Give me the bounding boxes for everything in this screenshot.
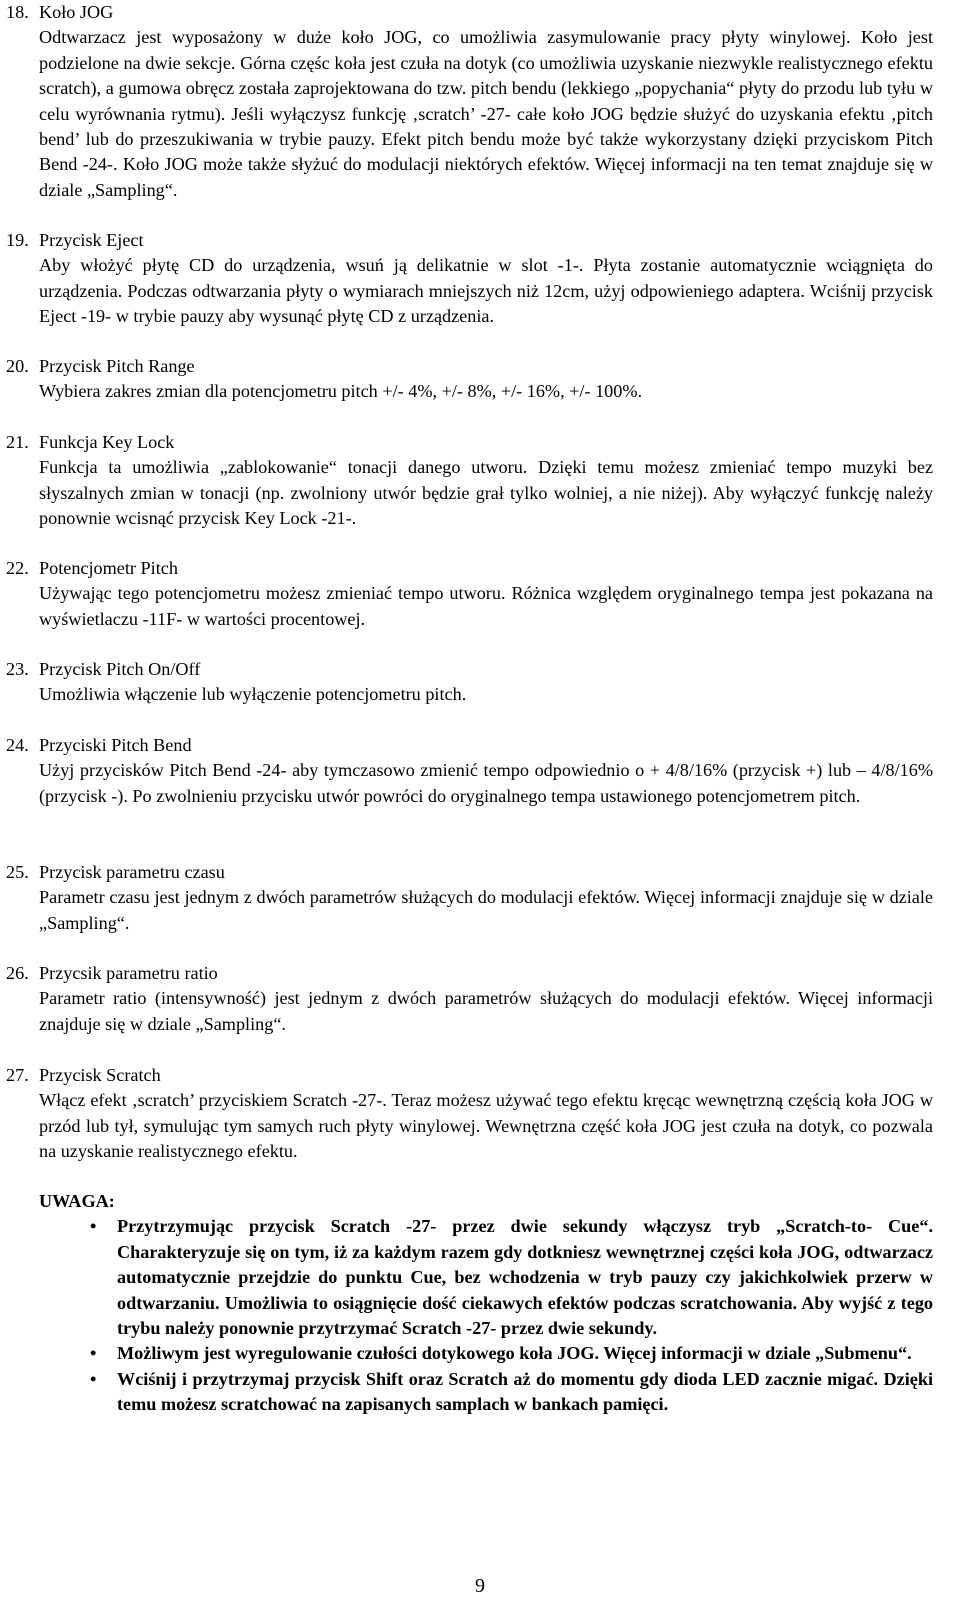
section-title: Przycsik parametru ratio xyxy=(39,963,218,983)
section-title: Potencjometr Pitch xyxy=(39,558,178,578)
note-bullet-line: dziale „Submenu“. xyxy=(765,1343,912,1364)
bullet-icon: • xyxy=(90,1343,97,1364)
note-bullet-item xyxy=(39,1214,933,1341)
section-title: Przycisk Pitch On/Off xyxy=(39,659,201,679)
section-body-line: ‚scratch’ -27- całe koło JOG będzie służyć do uzyskania efektu ‚pitch bend’ lub do przeszukiwania w xyxy=(39,103,933,150)
section-title: Przycisk Scratch xyxy=(39,1065,161,1085)
note-bullet-line: migać. Dzięki temu możesz scratchować na zapisanych samplach w bankach pamięci. xyxy=(117,1368,934,1415)
note-bullet-line: Wciśnij i przytrzymaj przycisk Shift oraz Scratch aż do momentu gdy dioda LED zacznie xyxy=(117,1368,822,1389)
section-body xyxy=(39,885,933,936)
page-number: 9 xyxy=(475,1575,485,1597)
note-bullet-line: Cue“. Charakteryzuje się on tym, iż za każdym razem gdy dotkniesz wewnętrznej części xyxy=(117,1216,933,1262)
section-body xyxy=(39,581,933,632)
section-22-pitch-potentiometer xyxy=(6,556,933,632)
section-number: 24. xyxy=(6,735,29,755)
section-body-line: trybie pauzy. Efekt pitch bendu może być także wykorzystany dzięki przyciskom Pitch Bend -24-. Koło xyxy=(39,129,933,175)
note-bullet-line: Przytrzymując przycisk Scratch -27- przez dwie sekundy włączysz tryb „Scratch-to- xyxy=(117,1216,873,1237)
section-body-line: +) lub – 4/8/16% (przycisk -). Po zwolnieniu przycisku utwór powróci do oryginalnego tempa xyxy=(39,760,934,806)
section-title: Przycisk Pitch Range xyxy=(39,356,195,376)
section-number: 23. xyxy=(6,659,29,679)
note-bullet-line: Możliwym jest wyregulowanie czułości dotykowego koła JOG. Więcej informacji w xyxy=(117,1343,761,1364)
section-body xyxy=(39,682,933,707)
section-body-line: (lekkiego „popychania“ płyty do przodu lub tyłu w celu wyrównania rytmu). Jeśli wyłączysz funkcję xyxy=(39,78,933,124)
section-body xyxy=(39,1088,933,1164)
section-body xyxy=(39,758,933,809)
section-18-jog-wheel xyxy=(6,0,933,203)
section-body-line: w dziale „Sampling“. xyxy=(39,154,933,200)
section-title: Koło JOG xyxy=(39,2,114,22)
section-body-line: Funkcja ta umożliwia „zablokowanie“ tonacji danego utworu. Dzięki temu możesz zmieniać tempo xyxy=(39,457,832,478)
section-body-line: jest pokazana na wyświetlaczu -11F- w wartości procentowej. xyxy=(39,583,933,629)
bullet-icon: • xyxy=(90,1216,97,1237)
section-body-line: niezwykle realistycznego efektu scratch), a gumowa obręcz została zaprojektowana do tzw. pitch bendu xyxy=(39,52,933,99)
section-body-line: Odtwarzacz jest wyposażony w duże koło JOG, co umożliwia zasymulowanie pracy płyty winylowej. xyxy=(39,27,851,48)
section-25-time-parameter-button xyxy=(6,860,933,936)
section-title: Przyciski Pitch Bend xyxy=(39,735,192,755)
section-number: 18. xyxy=(6,2,29,22)
section-body-line: Parametr ratio (intensywność) jest jednym z dwóch parametrów służących do modulacji efektów. xyxy=(39,988,790,1009)
section-body-line: częścią koła JOG w przód lub tył, symulując tym samych ruch płyty winylowej. Wewnętrzna część koła xyxy=(39,1090,933,1136)
note-bullet-item xyxy=(39,1341,933,1366)
section-body xyxy=(39,455,933,531)
section-body-line: Parametr czasu jest jednym z dwóch parametrów służących do modulacji efektów. Więcej informacji xyxy=(39,887,776,908)
section-21-key-lock xyxy=(6,430,933,532)
section-title: Przycisk Eject xyxy=(39,230,144,250)
note-bullet-line: przytrzymać Scratch -27- przez dwie sekundy. xyxy=(298,1318,658,1339)
section-number: 21. xyxy=(6,432,29,452)
section-body-line: odpowieniego adaptera. Wciśnij przycisk Eject -19- w trybie pauzy aby wysunąć płytę CD z urządzenia. xyxy=(39,280,934,327)
section-number: 22. xyxy=(6,558,29,578)
section-body-line: ustawionego potencjometrem pitch. xyxy=(600,785,861,806)
note-bullet-list xyxy=(39,1214,933,1417)
section-24-pitch-bend-buttons xyxy=(6,733,933,809)
section-body-line: Włącz efekt ‚scratch’ przyciskiem Scratch -27-. Teraz możesz używać tego efektu kręcąc wewnętrzną xyxy=(39,1090,784,1111)
section-26-ratio-parameter-button xyxy=(6,961,933,1037)
note-bullet-item xyxy=(39,1367,933,1418)
section-body-line: Aby włożyć płytę CD do urządzenia, wsuń ją delikatnie w slot -1-. Płyta zostanie automatycznie xyxy=(39,255,817,276)
section-number: 25. xyxy=(6,862,29,882)
section-body-line: Użyj przycisków Pitch Bend -24- aby tymczasowo zmienić tempo odpowiednio o + 4/8/16% (przycisk xyxy=(39,760,801,781)
section-body xyxy=(39,986,933,1037)
section-body-line: znajduje się w dziale „Sampling“. xyxy=(39,887,933,933)
section-23-pitch-on-off-button xyxy=(6,657,933,708)
section-body-line: Koło jest podzielone na dwie sekcje. Górna częśc koła jest czuła na dotyk (co umożliwia uzyskanie xyxy=(39,27,933,73)
section-body-line: Wybiera zakres zmian dla potencjometru pitch +/- 4%, +/- 8%, +/- 16%, +/- 100%. xyxy=(39,381,643,402)
section-body-line: JOG jest czuła na dotyk, co pozwala na uzyskanie realistycznego efektu. xyxy=(39,1115,933,1162)
section-20-pitch-range-button xyxy=(6,354,933,405)
section-number: 27. xyxy=(6,1065,29,1085)
note-bullet-line: koła JOG, odtwarzacz automatycznie przejdzie do punktu Cue, bez wchodzenia w tryb xyxy=(117,1241,933,1288)
note-section xyxy=(39,1189,933,1418)
section-body-line: Więcej informacji znajduje się w dziale „Sampling“. xyxy=(39,988,934,1034)
section-body-line: Aby wyłączyć funkcję należy ponownie wcisnąć przycisk Key Lock -21-. xyxy=(39,482,934,529)
note-title: UWAGA: xyxy=(39,1191,115,1211)
section-number: 19. xyxy=(6,230,29,250)
section-title: Przycisk parametru czasu xyxy=(39,862,225,882)
note-bullet-line: pauzy czy jakichkolwiek przerw w odtwarzaniu. Umożliwia to osiągnięcie dość xyxy=(117,1267,933,1313)
section-body-line: JOG może także słyżuć do modulacji niektórych efektów. Więcej informacji na ten temat znajduje się xyxy=(164,154,915,175)
section-number: 26. xyxy=(6,963,29,983)
section-body-line: Umożliwia włączenie lub wyłączenie potencjometru pitch. xyxy=(39,684,467,705)
note-bullet-line: ciekawych efektów podczas scratchowania. Aby wyjść z tego trybu należy ponownie xyxy=(117,1292,934,1339)
section-number: 20. xyxy=(6,356,29,376)
section-title: Funkcja Key Lock xyxy=(39,432,175,452)
section-body xyxy=(39,25,933,203)
section-body-line: muzyki bez słyszalnych zmian w tonacji (np. zwolniony utwór będzie grał tylko wolniej, a nie niżej). xyxy=(39,457,934,503)
section-body xyxy=(39,379,933,404)
section-27-scratch-button xyxy=(6,1063,933,1165)
bullet-icon: • xyxy=(90,1368,97,1389)
section-body xyxy=(39,253,933,329)
section-body-line: wciągnięta do urządzenia. Podczas odtwarzania płyty o wymiarach mniejszych niż 12cm, użyj xyxy=(39,255,933,301)
section-body-line: Używając tego potencjometru możesz zmieniać tempo utworu. Różnica względem oryginalnego tempa xyxy=(39,583,805,604)
section-19-eject-button xyxy=(6,228,933,330)
